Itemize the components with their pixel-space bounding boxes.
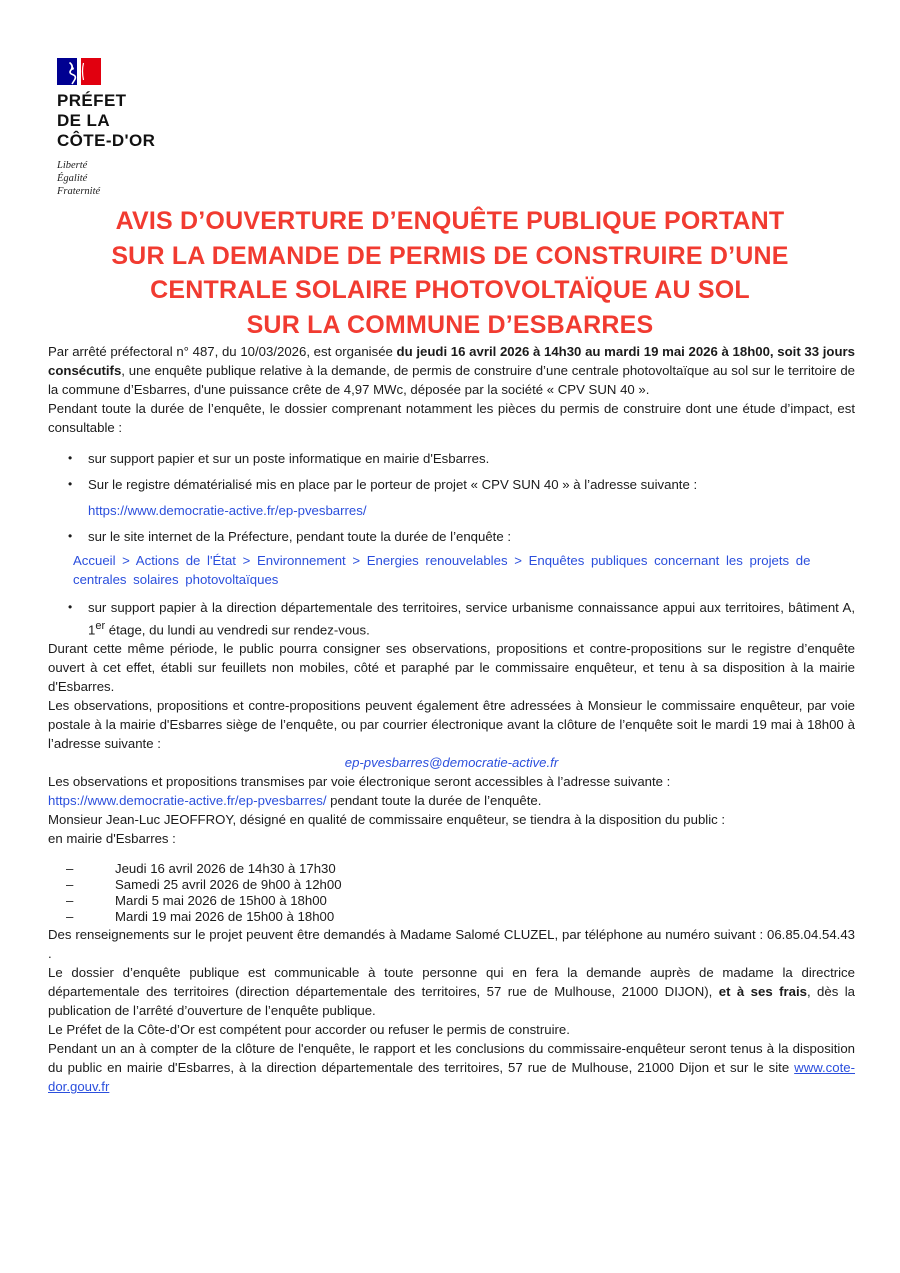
paragraph-rapport — [48, 1039, 855, 1096]
paragraph-acces-url-line — [48, 791, 855, 810]
text-segment: , dès la publication de l’arrêté d’ouverture de l’enquête publique. — [48, 984, 855, 1019]
text-segment-bold: et à ses frais — [718, 984, 807, 1000]
document-title-line: SUR LA DEMANDE DE PERMIS DE CONSTRUIRE D’UNE — [111, 241, 789, 270]
paragraph-communicable — [48, 963, 855, 1020]
cote-dor-site-link[interactable]: www.cote-dor.gouv.fr — [48, 1060, 855, 1095]
inquiry-email-link[interactable]: ep-pvesbarres@democratie-active.fr — [344, 755, 559, 771]
document-title-line: CENTRALE SOLAIRE PHOTOVOLTAÏQUE AU SOL — [150, 276, 750, 304]
document-title — [50, 204, 850, 342]
motto-egalite: Égalité — [57, 173, 88, 184]
consultation-list — [48, 449, 855, 639]
permanence-date: Mardi 5 mai 2026 de 15h00 à 18h00 — [115, 893, 327, 909]
paragraph-mairie: en mairie d'Esbarres : — [48, 831, 176, 847]
prefet-line: CÔTE-D'OR — [57, 131, 156, 150]
list-item-text: sur support papier et sur un poste informatique en mairie d'Esbarres. — [88, 451, 490, 466]
list-item — [48, 861, 855, 877]
paragraph-arrete — [48, 342, 855, 399]
list-item — [48, 449, 855, 468]
motto-fraternite: Fraternité — [57, 186, 101, 197]
document-title-line: SUR LA COMMUNE D’ESBARRES — [246, 310, 654, 339]
paragraph-renseignements: Des renseignements sur le projet peuvent être demandés à Madame Salomé CLUZEL, par téléphone au numéro suivant : 06.85.04.54.43 . — [48, 927, 855, 962]
text-segment: Le dossier d’enquête publique est communicable à toute personne qui en fera la demande auprès de madame la directrice départementale des territoires (direction départementale des territoires, 57 rue de Mulhouse, 21000 DIJON), — [48, 965, 855, 1000]
paragraph-commissaire: Monsieur Jean-Luc JEOFFROY, désigné en qualité de commissaire enquêteur, se tiendra à la disposition du public : — [48, 812, 726, 828]
prefet-line: DE LA — [57, 111, 110, 130]
bullet-icon: • — [68, 600, 73, 614]
paragraph-acces-electronique: Les observations et propositions transmises par voie électronique seront accessibles à l’adresse suivante : — [48, 774, 671, 790]
registry-url-link[interactable]: https://www.democratie-active.fr/ep-pvesbarres/ — [48, 793, 327, 809]
text-segment: Par arrêté préfectoral n° 487, du 10/03/2026, est organisée — [48, 344, 397, 359]
document-title-line: AVIS D’OUVERTURE D’ENQUÊTE PUBLIQUE PORTANT — [115, 207, 785, 235]
text-segment: Pendant un an à compter de la clôture de l'enquête, le rapport et les conclusions du commissaire-enquêteur seront tenus à la disposition du public en mairie d'Esbarres, à la direction départementale des territoires, 57 rue de Mulhouse, 21000 Dijon et sur le site — [48, 1041, 855, 1076]
french-flag-marianne-icon — [57, 58, 101, 85]
list-item — [48, 877, 855, 893]
paragraph-registre: Durant cette même période, le public pourra consigner ses observations, propositions et contre-propositions sur le registre d’enquête ouvert à cet effet, établi sur feuillets non mobiles, côté et paraphé par le commissaire enquêteur, et tenu à sa disposition à la mairie d'Esbarres. — [48, 641, 855, 695]
document-body — [0, 342, 900, 1096]
text-segment: sur support papier à la direction départementale des territoires, service urbanisme connaissance appui aux territoires, bâtiment A, 1 — [88, 600, 855, 638]
ordinal-superscript: er — [95, 620, 106, 632]
list-item-text — [88, 598, 855, 639]
dash-icon: – — [66, 861, 74, 877]
bullet-icon: • — [68, 477, 73, 491]
dash-icon: – — [66, 909, 74, 925]
gov-logo-block — [0, 0, 900, 198]
motto-liberte: Liberté — [57, 160, 88, 171]
paragraph-prefet-competent: Le Préfet de la Côte-d’Or est compétent pour accorder ou refuser le permis de construire. — [48, 1022, 570, 1038]
registry-link-line — [88, 501, 855, 520]
permanence-date: Mardi 19 mai 2026 de 15h00 à 18h00 — [115, 909, 335, 925]
list-item-text: Sur le registre dématérialisé mis en place par le porteur de projet « CPV SUN 40 » à l’adresse suivante : — [88, 477, 698, 492]
dash-icon: – — [66, 893, 74, 909]
paragraph-observations: Les observations, propositions et contre-propositions peuvent également être adressées à Monsieur le commissaire enquêteur, par voie postale à la mairie d'Esbarres siège de l’enquête, ou par courrier électronique avant la clôture de l’enquête soit le mardi 19 mai à 18h00 à l’adresse suivante : — [48, 698, 855, 752]
list-item — [48, 893, 855, 909]
permanence-dates-list — [48, 861, 855, 925]
prefet-title — [57, 91, 900, 151]
text-segment: , une enquête publique relative à la demande, de permis de construire d’une centrale photovoltaïque au sol sur le territoire de la commune d’Esbarres, d'une puissance crête de 4,97 MWc, déposée par la société « CPV SUN 40 ». — [48, 363, 855, 397]
registry-url-link[interactable]: https://www.democratie-active.fr/ep-pvesbarres/ — [88, 503, 367, 518]
paragraph-dossier-consultable: Pendant toute la durée de l’enquête, le dossier comprenant notamment les pièces du permis de construire dont une étude d’impact, est consultable : — [48, 401, 855, 435]
list-item-text: sur le site internet de la Préfecture, pendant toute la durée de l’enquête : — [88, 529, 512, 544]
email-line — [48, 753, 855, 772]
bullet-icon: • — [68, 529, 73, 543]
permanence-date: Samedi 25 avril 2026 de 9h00 à 12h00 — [115, 877, 342, 893]
list-item — [48, 598, 855, 639]
list-item — [48, 909, 855, 925]
breadcrumb[interactable]: Accueil > Actions de l'État > Environnement > Energies renouvelables > Enquêtes publiques concernant les projets de centrales solaires photovoltaïques — [73, 553, 811, 587]
permanence-date: Jeudi 16 avril 2026 de 14h30 à 17h30 — [115, 861, 336, 877]
dash-icon: – — [66, 877, 74, 893]
text-segment: étage, du lundi au vendredi sur rendez-vous. — [105, 622, 370, 638]
prefet-line: PRÉFET — [57, 91, 127, 110]
bullet-icon: • — [68, 451, 73, 465]
republic-motto — [57, 159, 900, 198]
text-segment: pendant toute la durée de l’enquête. — [326, 793, 542, 809]
text-segment-bold: du jeudi 16 avril 2026 à 14h30 au mardi 19 mai 2026 à 18h00, soit 33 jours consécutifs — [48, 344, 855, 378]
list-item — [48, 475, 855, 494]
list-item — [48, 527, 855, 546]
